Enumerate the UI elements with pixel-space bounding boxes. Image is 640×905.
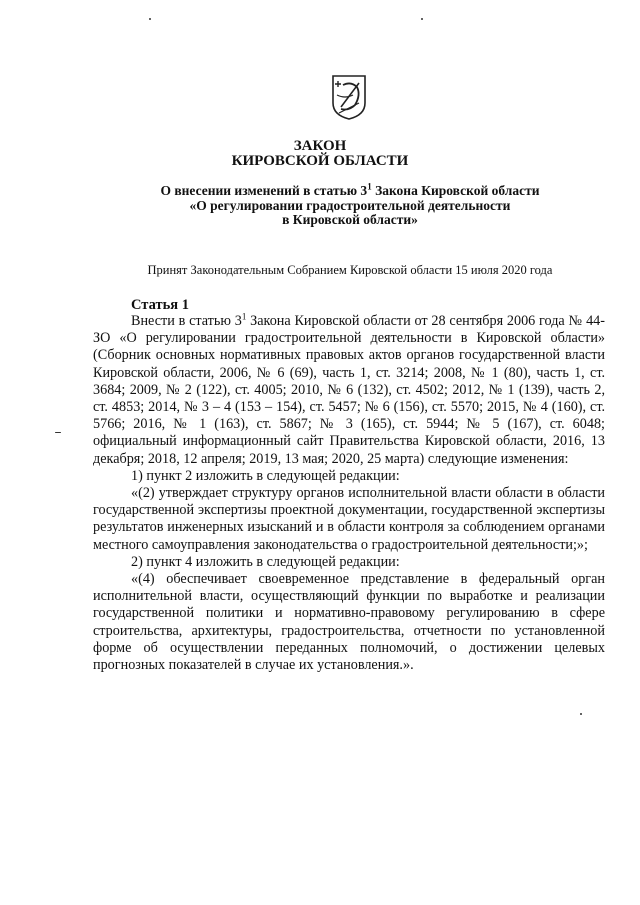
- paragraph-superscript: 1: [241, 311, 247, 322]
- law-subject-line-1-post: Закона Кировской области: [371, 183, 540, 198]
- amendment-item-2: 2) пункт 4 изложить в следующей редакции:: [131, 553, 400, 570]
- law-subject: [0, 181, 640, 228]
- amendment-item-1: 1) пункт 2 изложить в следующей редакции:: [131, 467, 400, 484]
- amendment-item-2-text: «(4) обеспечивает своевременное представление в федеральный орган исполнительной власти, осуществляющий функции по выработке и реализации государственной политики и нормативно-правовому регулированию в сфере строительства, архитектуры, градостроительства, отчетности по установленной форме об осуществлении переданных полномочий, о достижении целевых прогнозных показателей в случае их установления.».: [93, 571, 605, 674]
- law-region: КИРОВСКОЙ ОБЛАСТИ: [231, 153, 409, 169]
- law-title: ЗАКОН: [293, 138, 347, 154]
- paragraph-pre: Внести в статью 3: [131, 313, 242, 329]
- law-subject-line-1: [0, 181, 640, 199]
- law-subject-line-2: «О регулировании градостроительной деятельности: [189, 197, 511, 213]
- law-subject-line-3: в Кировской области»: [282, 212, 418, 227]
- scan-speck: [580, 713, 582, 715]
- article-heading: Статья 1: [131, 297, 189, 313]
- article-paragraph: [93, 313, 605, 468]
- amendment-item-1-text: «(2) утверждает структуру органов исполнительной власти области в области государственной экспертизы проектной документации, государственной экспертизы результатов инженерных изысканий и в области контроля за соблюдением органами местного самоуправления законодательства о градостроительной деятельности;»;: [93, 485, 605, 553]
- scan-speck: [55, 432, 61, 433]
- article-body: [93, 313, 605, 674]
- paragraph-post: Закона Кировской области от 28 сентября 2006 года № 44-ЗО «О регулировании градостроительной деятельности в Кировской области» (Сборник основных нормативных правовых актов органов государственной власти Кировской области, 2006, № 6 (69), часть 1, ст. 3214; 2008, № 1 (80), часть 1, ст. 3684; 2009, № 2 (122), ст. 4005; 2010, № 6 (132), ст. 4502; 2012, № 1 (139), часть 2, ст. 4853; 2014, № 3 – 4 (153 – 154), ст. 5457; № 6 (156), ст. 5570; 2015, № 4 (160), ст. 5766; 2016, № 1 (163), ст. 5867; № 3 (165), ст. 5944; № 5 (167), ст. 6048; официальный информационный сайт Правительства Кировской области, 2016, 13 декабря; 2018, 12 апреля; 2019, 13 мая; 2020, 25 марта) следующие изменения:: [93, 313, 605, 467]
- scan-speck: [421, 18, 423, 20]
- kirov-oblast-coat-of-arms-icon: [329, 73, 369, 121]
- scan-speck: [149, 18, 151, 20]
- adoption-note: Принят Законодательным Собранием Кировской области 15 июля 2020 года: [147, 263, 553, 277]
- law-subject-superscript: 1: [367, 181, 372, 192]
- law-subject-line-1-pre: О внесении изменений в статью 3: [160, 183, 368, 198]
